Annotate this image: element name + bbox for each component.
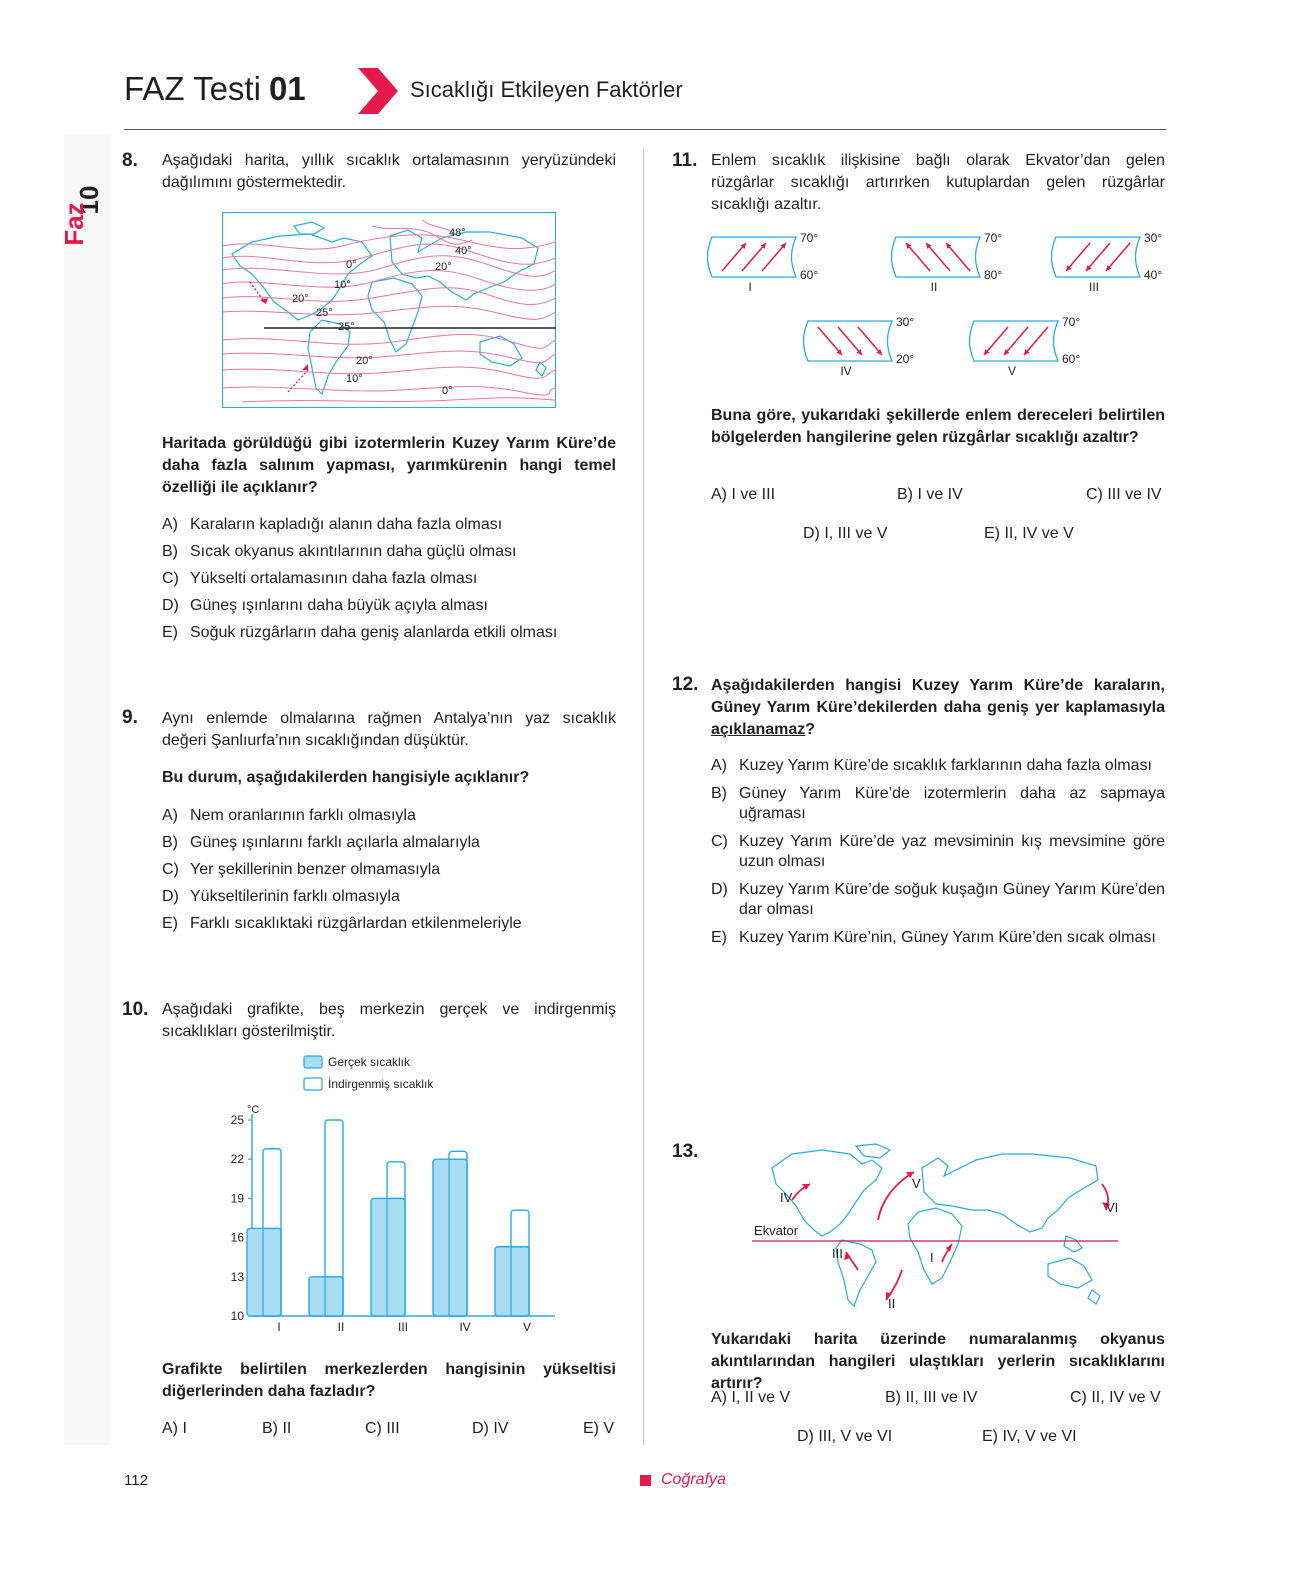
- y-tick-label: 13: [230, 1269, 244, 1284]
- wind-arrow: [1106, 243, 1130, 271]
- q8-option[interactable]: C) Yükselti ortalamasının daha fazla olması: [162, 570, 478, 587]
- wind-arrow: [1004, 327, 1028, 355]
- q9-option[interactable]: E) Farklı sıcaklıktaki rüzgârlardan etkilenmeleriyle: [162, 915, 522, 932]
- q13-question: Yukarıdaki harita üzerinde numaralanmış okyanus akıntılarından hangileri ulaştıkları yerlerin sıcaklıklarını artırır?: [711, 1331, 1165, 1392]
- bar-real-I: [247, 1228, 281, 1316]
- q11-answer-d[interactable]: D) I, III ve V: [803, 525, 888, 542]
- q10-answer-c[interactable]: C) III: [365, 1420, 400, 1437]
- side-grade: 10: [74, 185, 104, 215]
- q11-number: 11.: [672, 150, 698, 171]
- q8-label-20a: 20°: [435, 261, 452, 273]
- q13-label-v: V: [912, 1176, 921, 1191]
- wind-panel-label: V: [1007, 364, 1017, 378]
- q13-answer-b[interactable]: B) II, III ve IV: [885, 1389, 978, 1406]
- wind-arrow: [818, 327, 842, 355]
- q12-options: [711, 756, 1165, 956]
- chevron-icon: [358, 68, 398, 119]
- q8-label-0a: 0°: [346, 259, 357, 271]
- q13-label-equator: Ekvator: [754, 1223, 799, 1238]
- q12-option[interactable]: A) Kuzey Yarım Küre’de sıcaklık farklarının daha fazla olması: [711, 757, 1152, 774]
- q11-text: Enlem sıcaklık ilişkisine bağlı olarak Ekvator’dan gelen rüzgârlar sıcaklığı artırırken kutuplardan gelen rüzgârlar sıcaklığı azaltır.: [711, 152, 1165, 213]
- wind-lat-bottom: 60°: [800, 268, 819, 282]
- q13-label-iii: III: [832, 1246, 843, 1261]
- wind-arrow: [1066, 243, 1090, 271]
- q8-label-48: 48°: [449, 227, 466, 239]
- q9-options: [162, 802, 622, 937]
- x-tick-label: I: [277, 1320, 281, 1334]
- wind-panel-II: [892, 231, 1003, 294]
- q9-option[interactable]: B) Güneş ışınlarını farklı açılarla almalarıyla: [162, 834, 480, 851]
- q13-label-vi: VI: [1106, 1200, 1119, 1215]
- q12-number: 12.: [672, 674, 699, 695]
- q10-text: Aşağıdaki grafikte, beş merkezin gerçek ve indirgenmiş sıcaklıkları gösterilmiştir.: [162, 1001, 616, 1040]
- wind-panel-label: II: [930, 280, 938, 294]
- footer-subject: Coğrafya: [661, 1471, 726, 1488]
- header-rule: [124, 129, 1166, 130]
- q9-question: Bu durum, aşağıdakilerden hangisiyle açıklanır?: [162, 769, 530, 786]
- q11-answer-b[interactable]: B) I ve IV: [897, 486, 963, 503]
- bar-real-IV: [433, 1159, 467, 1316]
- wind-lat-bottom: 40°: [1144, 268, 1163, 282]
- q8-label-10b: 10°: [346, 373, 363, 385]
- side-brand: [52, 150, 122, 250]
- q11-answer-a[interactable]: A) I ve III: [711, 486, 776, 503]
- wind-arrow: [742, 243, 766, 271]
- x-tick-label: III: [397, 1320, 409, 1334]
- wind-panel-frame: [892, 237, 981, 277]
- legend-swatch-reduced: [304, 1078, 322, 1090]
- wind-arrow: [858, 327, 882, 355]
- wind-lat-top: 30°: [896, 315, 915, 329]
- page-title: [124, 70, 306, 108]
- wind-lat-top: 30°: [1144, 231, 1163, 245]
- wind-panel-label: IV: [840, 364, 852, 378]
- q8-option[interactable]: A) Karaların kapladığı alanın daha fazla olması: [162, 516, 503, 533]
- q12-option[interactable]: B) Güney Yarım Küre’de izotermlerin daha az sapmaya uğraması: [711, 785, 1165, 822]
- wind-panel-label: I: [748, 280, 752, 294]
- bar-real-II: [309, 1277, 343, 1316]
- y-tick-label: 25: [230, 1113, 244, 1127]
- wind-panel-III: [1052, 231, 1163, 294]
- wind-arrow: [926, 243, 950, 271]
- q9-option[interactable]: A) Nem oranlarının farklı olmasıyla: [162, 807, 416, 824]
- q10-answer-d[interactable]: D) IV: [472, 1420, 509, 1437]
- q8-label-25b: 25°: [338, 321, 355, 333]
- footer-square-icon: [640, 1475, 651, 1486]
- column-divider: [643, 150, 644, 1445]
- wind-panel-frame: [804, 321, 893, 361]
- q10-chart: [210, 1048, 570, 1353]
- wind-lat-top: 70°: [1062, 315, 1081, 329]
- x-tick-label: II: [337, 1320, 345, 1334]
- wind-panel-frame: [1052, 237, 1141, 277]
- q10-answer-e[interactable]: E) V: [583, 1420, 615, 1437]
- wind-lat-bottom: 20°: [896, 352, 915, 366]
- y-tick-label: 10: [230, 1309, 244, 1323]
- q8-options: [162, 511, 622, 646]
- bar-real-III: [371, 1198, 405, 1316]
- q11-question: Buna göre, yukarıdaki şekillerde enlem dereceleri belirtilen bölgelerden hangilerine gelen rüzgârlar sıcaklığı azaltır?: [711, 407, 1165, 446]
- q8-label-20c: 20°: [356, 355, 373, 367]
- legend-swatch-real: [304, 1056, 322, 1068]
- y-tick-label: 16: [230, 1230, 244, 1245]
- y-axis-unit: °C: [247, 1104, 260, 1116]
- wind-arrow: [984, 327, 1008, 355]
- q8-text: Aşağıdaki harita, yıllık sıcaklık ortalamasının yeryüzündeki dağılımını göstermektedir.: [162, 152, 616, 191]
- q9-option[interactable]: D) Yükseltilerinin farklı olmasıyla: [162, 888, 400, 905]
- x-tick-label: IV: [459, 1320, 471, 1334]
- q13-label-i: I: [930, 1250, 934, 1265]
- wind-arrow: [838, 327, 862, 355]
- wind-arrow: [946, 243, 970, 271]
- title-text: FAZ Testi: [124, 70, 261, 107]
- q9-option[interactable]: C) Yer şekillerinin benzer olmamasıyla: [162, 861, 441, 878]
- q8-option[interactable]: D) Güneş ışınlarını daha büyük açıyla alması: [162, 597, 488, 614]
- q12-question: Aşağıdakilerden hangisi Kuzey Yarım Küre’de karaların, Güney Yarım Küre’dekilerden daha geniş yer kaplamasıyla açıklanamaz?: [711, 677, 1165, 738]
- q8-label-10a: 10°: [334, 279, 351, 291]
- page-subtitle: Sıcaklığı Etkileyen Faktörler: [410, 77, 683, 102]
- q8-isotherm-map: [222, 212, 556, 413]
- bar-real-V: [495, 1247, 529, 1316]
- q8-question: Haritada görüldüğü gibi izotermlerin Kuzey Yarım Küre’de daha fazla salınım yapması, yarımkürenin hangi temel özelliği ile açıklanır?: [162, 435, 616, 496]
- q13-answer-c[interactable]: C) II, IV ve V: [1070, 1389, 1161, 1406]
- q9-number: 9.: [122, 707, 138, 728]
- q13-currents-map: [752, 1140, 1124, 1323]
- q8-option[interactable]: B) Sıcak okyanus akıntılarının daha güçlü olması: [162, 543, 517, 560]
- wind-panel-I: [708, 231, 819, 294]
- q13-answer-e[interactable]: E) IV, V ve VI: [982, 1428, 1077, 1445]
- q11-wind-diagrams: [700, 225, 1180, 395]
- wind-panel-IV: [804, 315, 915, 378]
- y-tick-label: 22: [230, 1152, 244, 1167]
- wind-arrow: [1024, 327, 1048, 355]
- wind-arrow: [906, 243, 930, 271]
- wind-arrow: [1086, 243, 1110, 271]
- wind-panel-V: [970, 315, 1081, 378]
- q8-label-20b: 20°: [292, 293, 309, 305]
- legend-label-real: Gerçek sıcaklık: [328, 1055, 411, 1069]
- q13-label-iv: IV: [780, 1190, 793, 1205]
- x-tick-label: V: [522, 1320, 532, 1334]
- q11-answer-e[interactable]: E) II, IV ve V: [984, 525, 1074, 542]
- wind-panel-frame: [708, 237, 797, 277]
- q13-label-ii: II: [888, 1296, 896, 1311]
- q13-answer-d[interactable]: D) III, V ve VI: [797, 1428, 893, 1445]
- page-number: 112: [124, 1472, 148, 1489]
- q12-option[interactable]: C) Kuzey Yarım Küre’de yaz mevsiminin kış mevsimine göre uzun olması: [711, 833, 1165, 870]
- q8-label-0b: 0°: [442, 385, 453, 397]
- wind-panel-frame: [970, 321, 1059, 361]
- q8-option[interactable]: E) Soğuk rüzgârların daha geniş alanlarda etkili olması: [162, 624, 558, 641]
- q10-question: Grafikte belirtilen merkezlerden hangisinin yükseltisi diğerlerinden daha fazladır?: [162, 1361, 616, 1400]
- q8-label-25a: 25°: [316, 307, 333, 319]
- q13-answer-a[interactable]: A) I, II ve V: [711, 1389, 791, 1406]
- q13-number: 13.: [672, 1141, 699, 1162]
- side-strip: [64, 135, 110, 1445]
- q12-option[interactable]: E) Kuzey Yarım Küre’nin, Güney Yarım Küre’den sıcak olması: [711, 929, 1156, 946]
- q12-option[interactable]: D) Kuzey Yarım Küre’de soğuk kuşağın Güney Yarım Küre’den dar olması: [711, 881, 1165, 918]
- wind-panel-label: III: [1088, 280, 1100, 294]
- wind-arrow: [762, 243, 786, 271]
- wind-lat-top: 70°: [984, 231, 1003, 245]
- wind-lat-bottom: 80°: [984, 268, 1003, 282]
- legend-label-reduced: İndirgenmiş sıcaklık: [328, 1077, 434, 1091]
- y-tick-label: 19: [230, 1191, 244, 1206]
- title-number: 01: [268, 70, 306, 107]
- wind-lat-bottom: 60°: [1062, 352, 1081, 366]
- wind-lat-top: 70°: [800, 231, 819, 245]
- q10-answer-b[interactable]: B) II: [262, 1420, 292, 1437]
- q11-answer-c[interactable]: C) III ve IV: [1086, 486, 1162, 503]
- q8-label-40: 40°: [455, 245, 472, 257]
- q10-number: 10.: [122, 999, 149, 1020]
- q10-answer-a[interactable]: A) I: [162, 1420, 187, 1437]
- q9-text: Aynı enlemde olmalarına rağmen Antalya’nın yaz sıcaklık değeri Şanlıurfa’nın sıcaklığından düşüktür.: [162, 710, 616, 749]
- wind-arrow: [722, 243, 746, 271]
- q8-number: 8.: [122, 150, 138, 171]
- side-brand-text: Faz: [59, 202, 89, 246]
